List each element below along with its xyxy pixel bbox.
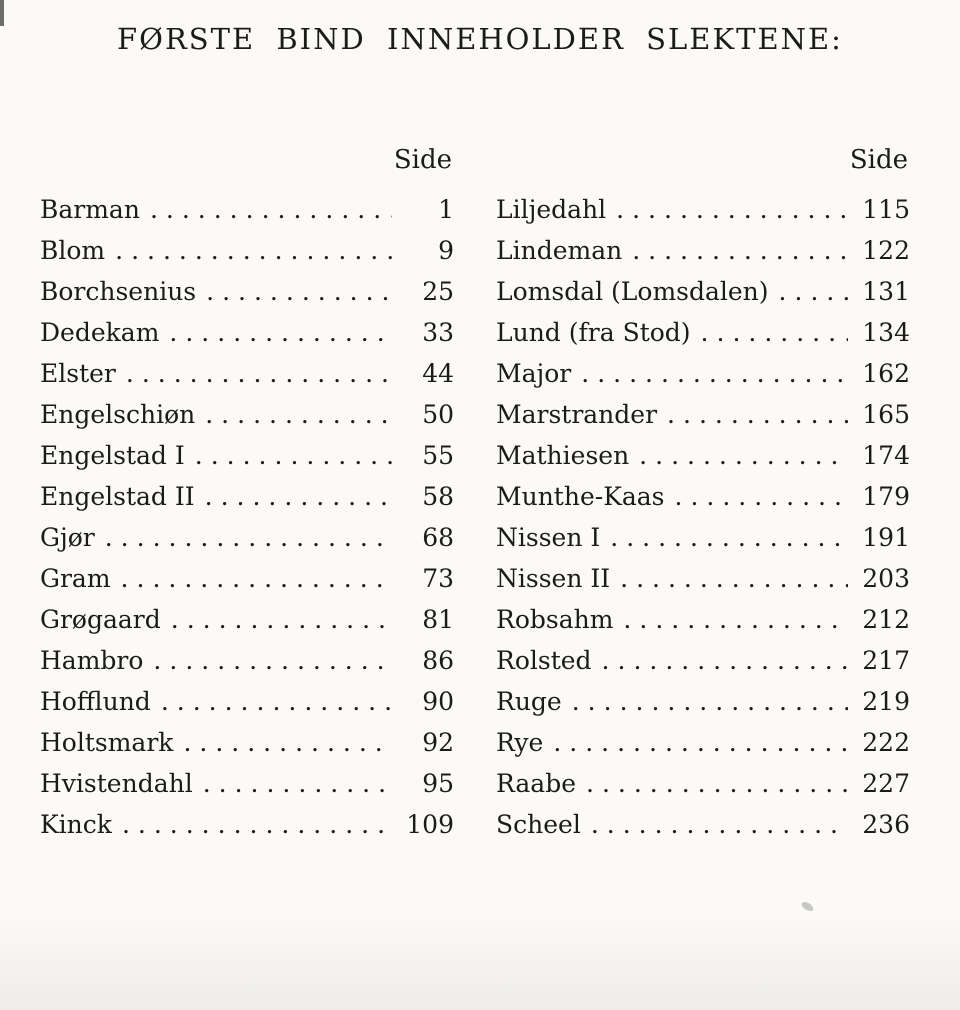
dot-leader xyxy=(639,435,848,476)
page-number: 115 xyxy=(862,195,910,224)
side-header-right: Side xyxy=(849,145,908,175)
family-name: Engelstad II xyxy=(40,482,195,511)
family-name: Hofflund xyxy=(40,687,151,716)
dot-leader xyxy=(195,435,392,476)
dot-leader xyxy=(701,312,848,353)
toc-column-right xyxy=(496,140,910,845)
dot-leader xyxy=(205,394,392,435)
dot-leader xyxy=(610,517,848,558)
dot-leader xyxy=(183,722,392,763)
page-number: 203 xyxy=(862,564,910,593)
dot-leader xyxy=(115,230,392,271)
dot-leader xyxy=(161,681,392,722)
page-number: 81 xyxy=(422,605,454,634)
page-number: 50 xyxy=(422,400,454,429)
family-name: Nissen I xyxy=(496,523,601,552)
toc-entry xyxy=(40,640,454,681)
family-name: Raabe xyxy=(496,769,577,798)
toc-entry xyxy=(40,271,454,312)
family-name: Marstrander xyxy=(496,400,658,429)
dot-leader xyxy=(153,640,392,681)
page-number: 9 xyxy=(438,236,454,265)
family-name: Blom xyxy=(40,236,106,265)
toc-entry xyxy=(40,394,454,435)
dot-leader xyxy=(620,558,848,599)
family-name: Hambro xyxy=(40,646,144,675)
dot-leader xyxy=(581,353,848,394)
family-name: Engelschiøn xyxy=(40,400,196,429)
page-number: 109 xyxy=(406,810,454,839)
page-number: 44 xyxy=(422,359,454,388)
family-name: Lindeman xyxy=(496,236,623,265)
page-number: 122 xyxy=(862,236,910,265)
toc-columns xyxy=(0,140,960,845)
dot-leader xyxy=(203,763,392,804)
page-number: 55 xyxy=(422,441,454,470)
dot-leader xyxy=(602,640,848,681)
toc-entry xyxy=(496,271,910,312)
page-number: 95 xyxy=(422,769,454,798)
dot-leader xyxy=(205,476,392,517)
dot-leader xyxy=(667,394,848,435)
toc-entry xyxy=(40,189,454,230)
toc-entry xyxy=(40,353,454,394)
toc-entry xyxy=(496,476,910,517)
family-name: Hvistendahl xyxy=(40,769,193,798)
page-number: 217 xyxy=(862,646,910,675)
dot-leader xyxy=(126,353,392,394)
dot-leader xyxy=(553,722,848,763)
family-name: Gjør xyxy=(40,523,95,552)
dot-leader xyxy=(623,599,848,640)
toc-entry xyxy=(496,804,910,845)
page-number: 92 xyxy=(422,728,454,757)
toc-entry xyxy=(496,353,910,394)
toc-entry xyxy=(496,763,910,804)
family-name: Ruge xyxy=(496,687,562,716)
family-name: Rye xyxy=(496,728,544,757)
scan-speck-artifact xyxy=(800,900,815,913)
family-name: Lomsdal (Lomsdalen) xyxy=(496,277,769,306)
page-number: 1 xyxy=(438,195,454,224)
page-number: 179 xyxy=(862,482,910,511)
page-number: 222 xyxy=(862,728,910,757)
toc-entry xyxy=(40,517,454,558)
page-number: 58 xyxy=(422,482,454,511)
dot-leader xyxy=(121,558,392,599)
toc-entry xyxy=(496,189,910,230)
dot-leader xyxy=(105,517,392,558)
family-name: Gram xyxy=(40,564,111,593)
family-name: Mathiesen xyxy=(496,441,630,470)
toc-entry xyxy=(496,558,910,599)
toc-entry xyxy=(496,640,910,681)
dot-leader xyxy=(779,271,848,312)
family-name: Engelstad I xyxy=(40,441,185,470)
toc-entry xyxy=(496,435,910,476)
family-name: Dedekam xyxy=(40,318,160,347)
family-name: Borchsenius xyxy=(40,277,197,306)
family-name: Major xyxy=(496,359,572,388)
dot-leader xyxy=(591,804,848,845)
family-name: Rolsted xyxy=(496,646,592,675)
scan-shadow xyxy=(0,910,960,1010)
page-title: FØRSTE BIND INNEHOLDER SLEKTENE: xyxy=(117,22,843,56)
page-number: 73 xyxy=(422,564,454,593)
toc-entry xyxy=(496,722,910,763)
family-name: Elster xyxy=(40,359,116,388)
dot-leader xyxy=(169,312,392,353)
family-name: Grøgaard xyxy=(40,605,161,634)
family-name: Lund (fra Stod) xyxy=(496,318,691,347)
dot-leader xyxy=(616,189,848,230)
toc-entry xyxy=(40,435,454,476)
side-header-left: Side xyxy=(393,145,452,175)
toc-column-left xyxy=(40,140,454,845)
toc-entry xyxy=(40,722,454,763)
toc-entry xyxy=(40,476,454,517)
page-number: 134 xyxy=(862,318,910,347)
dot-leader xyxy=(206,271,392,312)
family-name: Holtsmark xyxy=(40,728,174,757)
family-name: Liljedahl xyxy=(496,195,607,224)
dot-leader xyxy=(572,681,848,722)
toc-entry xyxy=(496,599,910,640)
toc-entry xyxy=(496,517,910,558)
page-number: 191 xyxy=(862,523,910,552)
page-number: 219 xyxy=(862,687,910,716)
toc-entry xyxy=(40,804,454,845)
page-number: 236 xyxy=(862,810,910,839)
page-number: 25 xyxy=(422,277,454,306)
toc-entry xyxy=(40,230,454,271)
toc-entry xyxy=(40,312,454,353)
toc-entry xyxy=(40,681,454,722)
dot-leader xyxy=(150,189,392,230)
page-number: 212 xyxy=(862,605,910,634)
toc-entry xyxy=(496,312,910,353)
toc-entry xyxy=(40,558,454,599)
family-name: Robsahm xyxy=(496,605,614,634)
dot-leader xyxy=(171,599,392,640)
family-name: Scheel xyxy=(496,810,581,839)
family-name: Munthe-Kaas xyxy=(496,482,665,511)
page-number: 131 xyxy=(862,277,910,306)
family-name: Barman xyxy=(40,195,140,224)
toc-entry xyxy=(40,599,454,640)
dot-leader xyxy=(675,476,848,517)
page-number: 68 xyxy=(422,523,454,552)
dot-leader xyxy=(586,763,848,804)
toc-entries-right xyxy=(496,189,910,845)
family-name: Nissen II xyxy=(496,564,611,593)
page-number: 227 xyxy=(862,769,910,798)
dot-leader xyxy=(632,230,848,271)
page-number: 90 xyxy=(422,687,454,716)
toc-entry xyxy=(496,394,910,435)
toc-entry xyxy=(496,230,910,271)
page-number: 33 xyxy=(422,318,454,347)
page-number: 162 xyxy=(862,359,910,388)
dot-leader xyxy=(122,804,392,845)
page-number: 165 xyxy=(862,400,910,429)
scan-edge-artifact xyxy=(0,0,4,26)
family-name: Kinck xyxy=(40,810,112,839)
toc-entries-left xyxy=(40,189,454,845)
toc-entry xyxy=(496,681,910,722)
toc-entry xyxy=(40,763,454,804)
page-number: 86 xyxy=(422,646,454,675)
page-number: 174 xyxy=(862,441,910,470)
